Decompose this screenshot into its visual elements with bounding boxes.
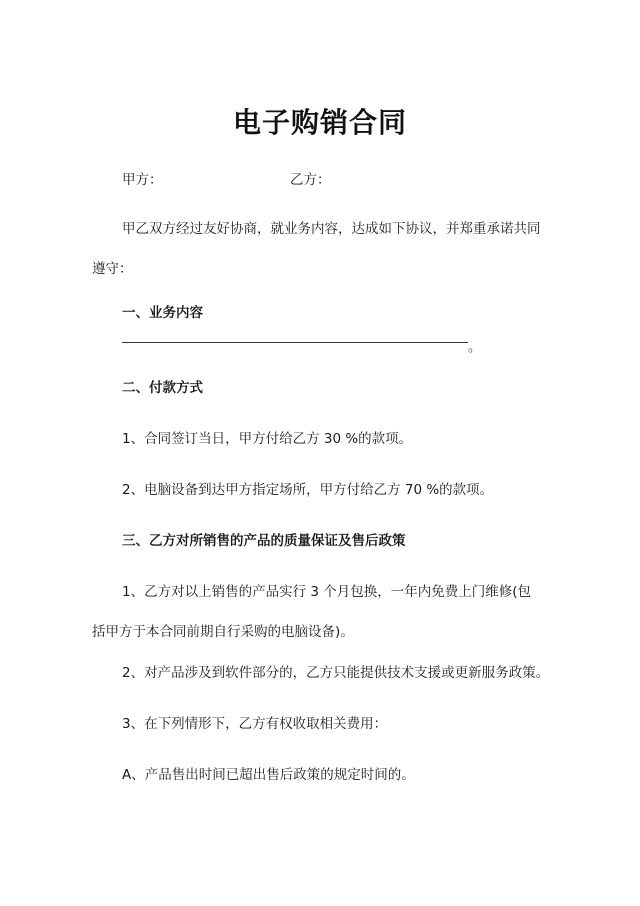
section-1-heading: 一、业务内容 — [122, 305, 203, 321]
warranty-item-2: 2、对产品涉及到软件部分的，乙方只能提供技术支援或更新服务政策。 — [122, 665, 550, 681]
warranty-item-a: A、产品售出时间已超出售后政策的规定时间的。 — [122, 767, 415, 783]
section-3-heading: 三、乙方对所销售的产品的质量保证及售后政策 — [122, 533, 406, 549]
payment-item-2: 2、电脑设备到达甲方指定场所，甲方付给乙方 70 %的款项。 — [122, 482, 494, 498]
document-title: 电子购销合同 — [232, 106, 407, 139]
payment-item-1: 1、合同签订当日，甲方付给乙方 30 %的款项。 — [122, 431, 413, 447]
party-b-label: 乙方： — [290, 172, 331, 188]
intro-paragraph: 甲乙双方经过友好协商，就业务内容，达成如下协议，并郑重承诺共同遵守： — [92, 221, 541, 277]
section-2-heading: 二、付款方式 — [122, 380, 203, 396]
blank-line-period: 。 — [468, 340, 482, 355]
parties-row — [122, 171, 163, 189]
party-b-row — [290, 171, 331, 189]
business-content-blank-line — [122, 342, 468, 343]
warranty-item-1: 1、乙方对以上销售的产品实行 3 个月包换，一年内免费上门维修(包括甲方于本合同前期自行采购的电脑设备)。 — [92, 584, 532, 640]
party-a-label: 甲方： — [122, 172, 163, 188]
warranty-item-3: 3、在下列情形下，乙方有权收取相关费用： — [122, 716, 388, 732]
